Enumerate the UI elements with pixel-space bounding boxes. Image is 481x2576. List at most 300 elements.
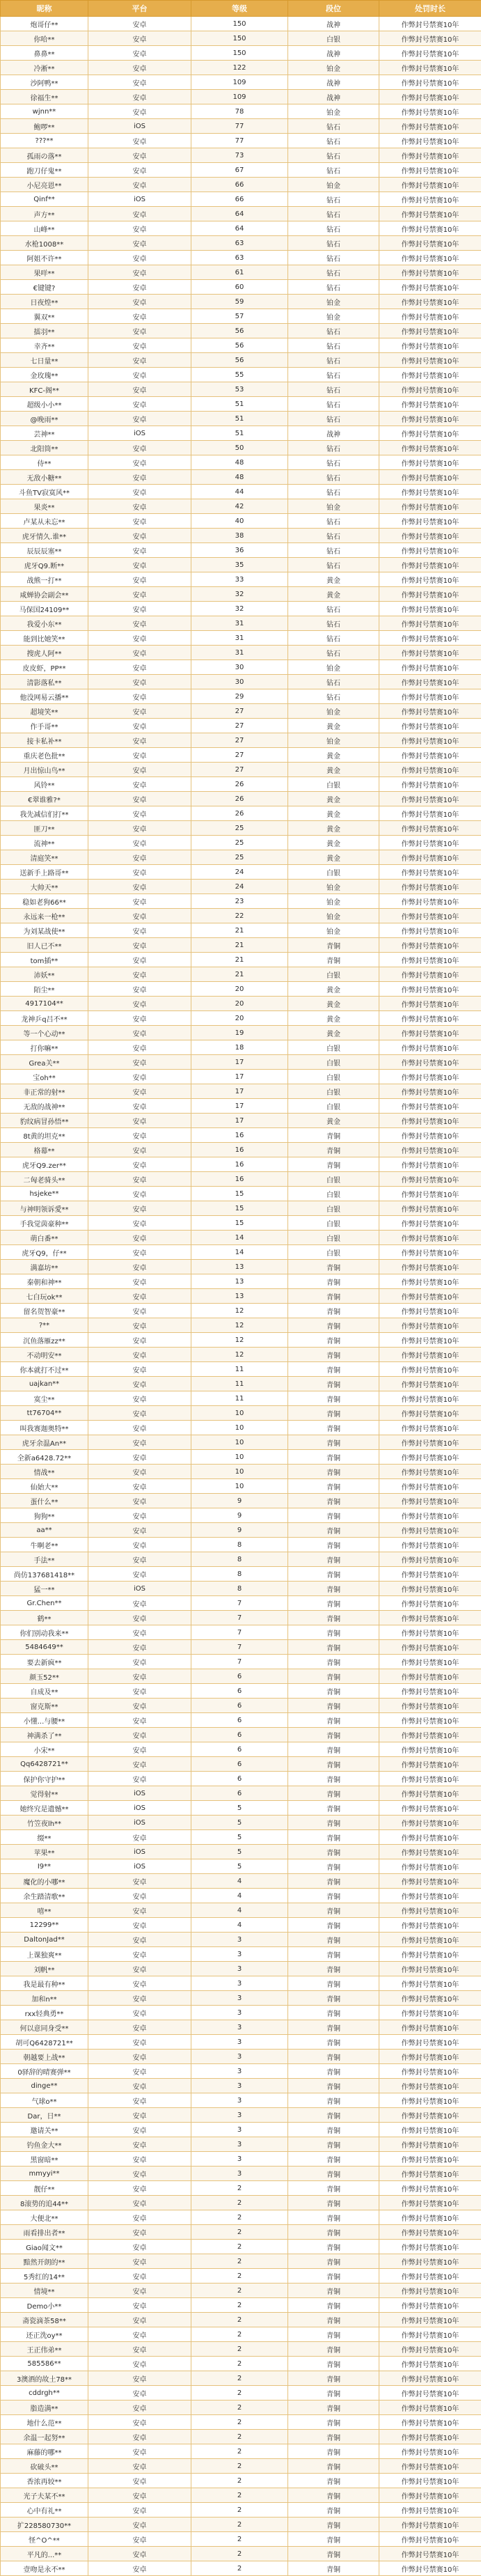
cell-nickname: 我爱小东** xyxy=(1,616,88,631)
cell-penalty: 作弊封号禁赛10年 xyxy=(379,1114,481,1128)
cell-rank: 白银 xyxy=(288,777,379,792)
cell-penalty: 作弊封号禁赛10年 xyxy=(379,1874,481,1889)
cell-level: 3 xyxy=(191,2020,288,2035)
cell-penalty: 作弊封号禁赛10年 xyxy=(379,2137,481,2152)
cell-platform: iOS xyxy=(88,1859,191,1874)
cell-level: 17 xyxy=(191,1070,288,1084)
table-row xyxy=(1,2196,481,2210)
cell-platform: 安卓 xyxy=(88,2167,191,2181)
cell-platform: 安卓 xyxy=(88,2093,191,2108)
cell-nickname: 你们别动我来** xyxy=(1,1625,88,1640)
cell-level: 2 xyxy=(191,2240,288,2254)
table-row xyxy=(1,1772,481,1786)
cell-level: 7 xyxy=(191,1640,288,1655)
cell-level: 5 xyxy=(191,1859,288,1874)
cell-platform: 安卓 xyxy=(88,587,191,602)
cell-platform: 安卓 xyxy=(88,1552,191,1567)
cell-penalty: 作弊封号禁赛10年 xyxy=(379,2371,481,2386)
cell-penalty: 作弊封号禁赛10年 xyxy=(379,1172,481,1187)
cell-platform: 安卓 xyxy=(88,2357,191,2371)
cell-platform: 安卓 xyxy=(88,1304,191,1318)
cell-level: 2 xyxy=(191,2401,288,2415)
table-row xyxy=(1,2415,481,2430)
cell-penalty: 作弊封号禁赛10年 xyxy=(379,1026,481,1040)
table-row xyxy=(1,426,481,441)
cell-platform: iOS xyxy=(88,1801,191,1816)
cell-penalty: 作弊封号禁赛10年 xyxy=(379,704,481,719)
cell-level: 3 xyxy=(191,2035,288,2050)
cell-platform: 安卓 xyxy=(88,1538,191,1552)
cell-rank: 青铜 xyxy=(288,1304,379,1318)
table-row xyxy=(1,1231,481,1245)
cell-nickname: 地什么范** xyxy=(1,2415,88,2430)
table-row xyxy=(1,1816,481,1830)
cell-penalty: 作弊封号禁赛10年 xyxy=(379,2254,481,2269)
cell-penalty: 作弊封号禁赛10年 xyxy=(379,587,481,602)
cell-rank: 钻石 xyxy=(288,163,379,178)
cell-platform: 安卓 xyxy=(88,412,191,426)
cell-penalty: 作弊封号禁赛10年 xyxy=(379,1684,481,1699)
cell-level: 20 xyxy=(191,982,288,997)
cell-level: 16 xyxy=(191,1128,288,1143)
cell-platform: 安卓 xyxy=(88,148,191,163)
cell-level: 8 xyxy=(191,1567,288,1582)
cell-level: 27 xyxy=(191,763,288,777)
cell-penalty: 作弊封号禁赛10年 xyxy=(379,2181,481,2196)
cell-penalty: 作弊封号禁赛10年 xyxy=(379,660,481,675)
cell-penalty: 作弊封号禁赛10年 xyxy=(379,1523,481,1538)
cell-platform: 安卓 xyxy=(88,923,191,938)
cell-penalty: 作弊封号禁赛10年 xyxy=(379,1377,481,1391)
cell-nickname: 辰辰辰塞** xyxy=(1,543,88,558)
cell-nickname: 觉得射** xyxy=(1,1786,88,1801)
cell-nickname: 苹果** xyxy=(1,1845,88,1859)
cell-nickname: 咸蝉协会副会** xyxy=(1,587,88,602)
cell-level: 78 xyxy=(191,104,288,119)
cell-rank: 铂金 xyxy=(288,923,379,938)
cell-platform: 安卓 xyxy=(88,104,191,119)
table-row xyxy=(1,1114,481,1128)
cell-level: 7 xyxy=(191,1655,288,1669)
cell-penalty: 作弊封号禁赛10年 xyxy=(379,1757,481,1772)
cell-level: 20 xyxy=(191,997,288,1011)
cell-nickname: 情战** xyxy=(1,1465,88,1479)
cell-rank: 青铜 xyxy=(288,2532,379,2547)
table-row xyxy=(1,2020,481,2035)
cell-rank: 青铜 xyxy=(288,2050,379,2064)
cell-level: 3 xyxy=(191,2064,288,2079)
cell-platform: 安卓 xyxy=(88,178,191,192)
cell-penalty: 作弊封号禁赛10年 xyxy=(379,1421,481,1435)
cell-penalty: 作弊封号禁赛10年 xyxy=(379,2342,481,2357)
table-row xyxy=(1,529,481,543)
cell-platform: 安卓 xyxy=(88,529,191,543)
table-row xyxy=(1,1099,481,1114)
cell-penalty: 作弊封号禁赛10年 xyxy=(379,558,481,572)
table-row xyxy=(1,2079,481,2093)
cell-platform: 安卓 xyxy=(88,1143,191,1157)
cell-platform: 安卓 xyxy=(88,309,191,324)
cell-rank: 钻石 xyxy=(288,631,379,646)
cell-rank: 黄金 xyxy=(288,748,379,763)
cell-rank: 白银 xyxy=(288,1216,379,1231)
cell-platform: 安卓 xyxy=(88,2064,191,2079)
cell-platform: 安卓 xyxy=(88,558,191,572)
cell-level: 3 xyxy=(191,2167,288,2181)
cell-penalty: 作弊封号禁赛10年 xyxy=(379,821,481,836)
cell-nickname: 窗克斯** xyxy=(1,1699,88,1713)
cell-platform: 安卓 xyxy=(88,675,191,689)
cell-rank: 钻石 xyxy=(288,207,379,221)
table-row xyxy=(1,2313,481,2327)
cell-platform: 安卓 xyxy=(88,865,191,880)
cell-nickname: rxx轻典勇** xyxy=(1,2006,88,2020)
cell-nickname: 我是最有种** xyxy=(1,1976,88,1991)
cell-nickname: 大帅天** xyxy=(1,880,88,894)
cell-nickname: 皮皮虾，PP** xyxy=(1,660,88,675)
table-row xyxy=(1,221,481,236)
cell-nickname: 翼双** xyxy=(1,309,88,324)
table-row xyxy=(1,777,481,792)
table-row xyxy=(1,1874,481,1889)
cell-platform: 安卓 xyxy=(88,1435,191,1450)
cell-platform: 安卓 xyxy=(88,792,191,806)
cell-nickname: 保护你守护** xyxy=(1,1772,88,1786)
cell-penalty: 作弊封号禁赛10年 xyxy=(379,2518,481,2532)
cell-nickname: Grea关** xyxy=(1,1055,88,1070)
cell-level: 2 xyxy=(191,2503,288,2518)
cell-nickname: 光子夫某不** xyxy=(1,2488,88,2503)
cell-level: 25 xyxy=(191,821,288,836)
cell-rank: 钻石 xyxy=(288,221,379,236)
cell-rank: 青铜 xyxy=(288,2561,379,2576)
cell-platform: 安卓 xyxy=(88,90,191,104)
cell-penalty: 作弊封号禁赛10年 xyxy=(379,543,481,558)
table-row xyxy=(1,1889,481,1903)
cell-platform: 安卓 xyxy=(88,689,191,704)
cell-rank: 青铜 xyxy=(288,2444,379,2459)
cell-penalty: 作弊封号禁赛10年 xyxy=(379,675,481,689)
cell-level: 10 xyxy=(191,1435,288,1450)
cell-level: 8 xyxy=(191,1582,288,1596)
header-rank: 段位 xyxy=(288,1,379,17)
cell-rank: 钻石 xyxy=(288,148,379,163)
cell-penalty: 作弊封号禁赛10年 xyxy=(379,1274,481,1289)
cell-level: 55 xyxy=(191,368,288,382)
table-row xyxy=(1,499,481,514)
cell-rank: 青铜 xyxy=(288,1362,379,1377)
table-row xyxy=(1,1684,481,1699)
cell-rank: 青铜 xyxy=(288,1742,379,1757)
cell-penalty: 作弊封号禁赛10年 xyxy=(379,338,481,353)
table-row xyxy=(1,1011,481,1026)
cell-nickname: 跑刀仔鬼** xyxy=(1,163,88,178)
cell-rank: 青铜 xyxy=(288,1567,379,1582)
table-row xyxy=(1,1421,481,1435)
cell-platform: 安卓 xyxy=(88,1128,191,1143)
cell-nickname: 3澳酒的故土78** xyxy=(1,2371,88,2386)
cell-level: 56 xyxy=(191,353,288,368)
cell-penalty: 作弊封号禁赛10年 xyxy=(379,1362,481,1377)
cell-platform: 安卓 xyxy=(88,75,191,90)
cell-penalty: 作弊封号禁赛10年 xyxy=(379,1976,481,1991)
table-row xyxy=(1,1172,481,1187)
cell-nickname: 她终究是遗憾** xyxy=(1,1801,88,1816)
table-row xyxy=(1,1991,481,2006)
cell-penalty: 作弊封号禁赛10年 xyxy=(379,236,481,251)
cell-penalty: 作弊封号禁赛10年 xyxy=(379,2064,481,2079)
table-row xyxy=(1,2561,481,2576)
cell-platform: 安卓 xyxy=(88,1421,191,1435)
cell-rank: 战神 xyxy=(288,90,379,104)
cell-penalty: 作弊封号禁赛10年 xyxy=(379,1538,481,1552)
cell-nickname: 声方** xyxy=(1,207,88,221)
cell-rank: 青铜 xyxy=(288,1538,379,1552)
cell-level: 10 xyxy=(191,1450,288,1465)
cell-platform: 安卓 xyxy=(88,1625,191,1640)
cell-level: 26 xyxy=(191,806,288,821)
cell-nickname: Qq6428721** xyxy=(1,1757,88,1772)
cell-platform: 安卓 xyxy=(88,631,191,646)
cell-level: 5 xyxy=(191,1801,288,1816)
cell-rank: 白银 xyxy=(288,967,379,982)
table-row xyxy=(1,2123,481,2137)
cell-level: 7 xyxy=(191,1625,288,1640)
cell-level: 11 xyxy=(191,1391,288,1406)
cell-nickname: 陌尘** xyxy=(1,982,88,997)
cell-penalty: 作弊封号禁赛10年 xyxy=(379,148,481,163)
cell-nickname: aa** xyxy=(1,1523,88,1538)
cell-penalty: 作弊封号禁赛10年 xyxy=(379,2532,481,2547)
cell-level: 63 xyxy=(191,236,288,251)
cell-platform: 安卓 xyxy=(88,1084,191,1099)
table-row xyxy=(1,1508,481,1523)
cell-nickname: 山峰** xyxy=(1,221,88,236)
cell-platform: 安卓 xyxy=(88,280,191,295)
cell-nickname: 与神明领诉愛** xyxy=(1,1201,88,1216)
cell-penalty: 作弊封号禁赛10年 xyxy=(379,412,481,426)
cell-platform: 安卓 xyxy=(88,1216,191,1231)
cell-penalty: 作弊封号禁赛10年 xyxy=(379,894,481,909)
cell-rank: 青铜 xyxy=(288,2342,379,2357)
cell-penalty: 作弊封号禁赛10年 xyxy=(379,2488,481,2503)
cell-nickname: 匪刀** xyxy=(1,821,88,836)
cell-penalty: 作弊封号禁赛10年 xyxy=(379,163,481,178)
cell-penalty: 作弊封号禁赛10年 xyxy=(379,719,481,733)
cell-penalty: 作弊封号禁赛10年 xyxy=(379,1318,481,1333)
cell-penalty: 作弊封号禁赛10年 xyxy=(379,1231,481,1245)
cell-penalty: 作弊封号禁赛10年 xyxy=(379,1713,481,1728)
cell-nickname: 果咩** xyxy=(1,265,88,280)
cell-penalty: 作弊封号禁赛10年 xyxy=(379,1128,481,1143)
cell-nickname: 非正常的射** xyxy=(1,1084,88,1099)
cell-level: 10 xyxy=(191,1479,288,1494)
table-row xyxy=(1,2430,481,2444)
cell-penalty: 作弊封号禁赛10年 xyxy=(379,1391,481,1406)
cell-penalty: 作弊封号禁赛10年 xyxy=(379,748,481,763)
cell-level: 59 xyxy=(191,295,288,309)
cell-nickname: 萌白番** xyxy=(1,1231,88,1245)
table-row xyxy=(1,280,481,295)
cell-nickname: 金玫瑰** xyxy=(1,368,88,382)
cell-rank: 铂金 xyxy=(288,660,379,675)
cell-rank: 钻石 xyxy=(288,529,379,543)
cell-nickname: 自成及** xyxy=(1,1684,88,1699)
cell-nickname: DaltonJad** xyxy=(1,1933,88,1947)
table-row xyxy=(1,1201,481,1216)
cell-nickname: 扩228580730** xyxy=(1,2518,88,2532)
table-row xyxy=(1,1450,481,1465)
cell-rank: 青铜 xyxy=(288,2547,379,2561)
cell-nickname: 雨看排出者** xyxy=(1,2225,88,2240)
cell-penalty: 作弊封号禁赛10年 xyxy=(379,2386,481,2401)
cell-nickname: 香浓再较** xyxy=(1,2474,88,2488)
cell-level: 64 xyxy=(191,207,288,221)
cell-platform: 安卓 xyxy=(88,1713,191,1728)
cell-platform: 安卓 xyxy=(88,295,191,309)
cell-penalty: 作弊封号禁赛10年 xyxy=(379,2561,481,2576)
cell-penalty: 作弊封号禁赛10年 xyxy=(379,17,481,31)
cell-penalty: 作弊封号禁赛10年 xyxy=(379,850,481,865)
table-row xyxy=(1,646,481,660)
cell-level: 56 xyxy=(191,338,288,353)
table-row xyxy=(1,2371,481,2386)
cell-platform: 安卓 xyxy=(88,836,191,850)
cell-rank: 青铜 xyxy=(288,2240,379,2254)
cell-rank: 铂金 xyxy=(288,704,379,719)
cell-penalty: 作弊封号禁赛10年 xyxy=(379,2357,481,2371)
cell-level: 3 xyxy=(191,1933,288,1947)
cell-nickname: 钓鱼金大** xyxy=(1,2137,88,2152)
cell-platform: 安卓 xyxy=(88,46,191,61)
cell-nickname: 4917104** xyxy=(1,997,88,1011)
cell-platform: 安卓 xyxy=(88,1669,191,1684)
cell-rank: 白银 xyxy=(288,1084,379,1099)
cell-nickname: Gr.Chen** xyxy=(1,1596,88,1611)
cell-penalty: 作弊封号禁赛10年 xyxy=(379,1187,481,1201)
cell-penalty: 作弊封号禁赛10年 xyxy=(379,324,481,338)
cell-nickname: 卢某从未忘** xyxy=(1,514,88,529)
cell-penalty: 作弊封号禁赛10年 xyxy=(379,777,481,792)
cell-rank: 青铜 xyxy=(288,2152,379,2167)
cell-platform: 安卓 xyxy=(88,31,191,46)
cell-platform: 安卓 xyxy=(88,1391,191,1406)
cell-nickname: Qinf** xyxy=(1,192,88,207)
cell-level: 53 xyxy=(191,382,288,397)
cell-rank: 白银 xyxy=(288,1231,379,1245)
cell-platform: 安卓 xyxy=(88,616,191,631)
table-row xyxy=(1,1260,481,1274)
cell-nickname: 格幕** xyxy=(1,1143,88,1157)
cell-nickname: 接卡私补** xyxy=(1,733,88,748)
table-row xyxy=(1,1640,481,1655)
cell-penalty: 作弊封号禁赛10年 xyxy=(379,2474,481,2488)
cell-nickname: 斋瓷滴茶58** xyxy=(1,2313,88,2327)
cell-platform: 安卓 xyxy=(88,1640,191,1655)
table-row xyxy=(1,2474,481,2488)
table-row xyxy=(1,1084,481,1099)
table-row xyxy=(1,104,481,119)
cell-rank: 铂金 xyxy=(288,61,379,75)
cell-penalty: 作弊封号禁赛10年 xyxy=(379,1099,481,1114)
table-row xyxy=(1,792,481,806)
cell-level: 27 xyxy=(191,704,288,719)
table-row xyxy=(1,1859,481,1874)
cell-platform: 安卓 xyxy=(88,455,191,470)
cell-platform: 安卓 xyxy=(88,850,191,865)
table-row xyxy=(1,2401,481,2415)
cell-penalty: 作弊封号禁赛10年 xyxy=(379,2415,481,2430)
cell-level: 63 xyxy=(191,251,288,265)
cell-platform: 安卓 xyxy=(88,1494,191,1508)
cell-level: 57 xyxy=(191,309,288,324)
table-row xyxy=(1,997,481,1011)
cell-level: 16 xyxy=(191,1157,288,1172)
cell-level: 10 xyxy=(191,1406,288,1421)
cell-rank: 青铜 xyxy=(288,2269,379,2284)
cell-platform: 安卓 xyxy=(88,1728,191,1742)
cell-platform: 安卓 xyxy=(88,2254,191,2269)
cell-rank: 钻石 xyxy=(288,324,379,338)
table-row xyxy=(1,2006,481,2020)
table-row xyxy=(1,207,481,221)
cell-level: 3 xyxy=(191,2152,288,2167)
cell-nickname: 麻藤的哪** xyxy=(1,2444,88,2459)
cell-platform: iOS xyxy=(88,1582,191,1596)
cell-nickname: 打你嘛** xyxy=(1,1040,88,1055)
table-row xyxy=(1,382,481,397)
cell-penalty: 作弊封号禁赛10年 xyxy=(379,1333,481,1348)
cell-rank: 青铜 xyxy=(288,1333,379,1348)
cell-platform: 安卓 xyxy=(88,1318,191,1333)
cell-nickname: 虎牙Q9.断** xyxy=(1,558,88,572)
cell-rank: 钻石 xyxy=(288,514,379,529)
cell-nickname: 还正洗oy** xyxy=(1,2327,88,2342)
cell-level: 2 xyxy=(191,2225,288,2240)
table-row xyxy=(1,763,481,777)
cell-rank: 青铜 xyxy=(288,2518,379,2532)
table-row xyxy=(1,309,481,324)
cell-nickname: 侍** xyxy=(1,455,88,470)
cell-rank: 青铜 xyxy=(288,2254,379,2269)
cell-platform: 安卓 xyxy=(88,1231,191,1245)
cell-platform: 安卓 xyxy=(88,1772,191,1786)
cell-penalty: 作弊封号禁赛10年 xyxy=(379,1260,481,1274)
table-row xyxy=(1,1655,481,1669)
cell-nickname: 5秀红的14** xyxy=(1,2269,88,2284)
cell-platform: 安卓 xyxy=(88,953,191,967)
cell-rank: 青铜 xyxy=(288,1757,379,1772)
cell-penalty: 作弊封号禁赛10年 xyxy=(379,836,481,850)
cell-penalty: 作弊封号禁赛10年 xyxy=(379,499,481,514)
cell-level: 14 xyxy=(191,1245,288,1260)
cell-penalty: 作弊封号禁赛10年 xyxy=(379,1055,481,1070)
cell-nickname: 心中有礼** xyxy=(1,2503,88,2518)
table-row xyxy=(1,1611,481,1625)
cell-platform: 安卓 xyxy=(88,1947,191,1962)
cell-rank: 钻石 xyxy=(288,558,379,572)
table-row xyxy=(1,1377,481,1391)
cell-rank: 黄金 xyxy=(288,806,379,821)
cell-platform: 安卓 xyxy=(88,1362,191,1377)
cell-rank: 钻石 xyxy=(288,368,379,382)
cell-penalty: 作弊封号禁赛10年 xyxy=(379,1728,481,1742)
cell-nickname: 虎牙Q9.zer** xyxy=(1,1157,88,1172)
cell-rank: 青铜 xyxy=(288,2093,379,2108)
cell-rank: 青铜 xyxy=(288,1816,379,1830)
cell-penalty: 作弊封号禁赛10年 xyxy=(379,763,481,777)
cell-level: 2 xyxy=(191,2444,288,2459)
